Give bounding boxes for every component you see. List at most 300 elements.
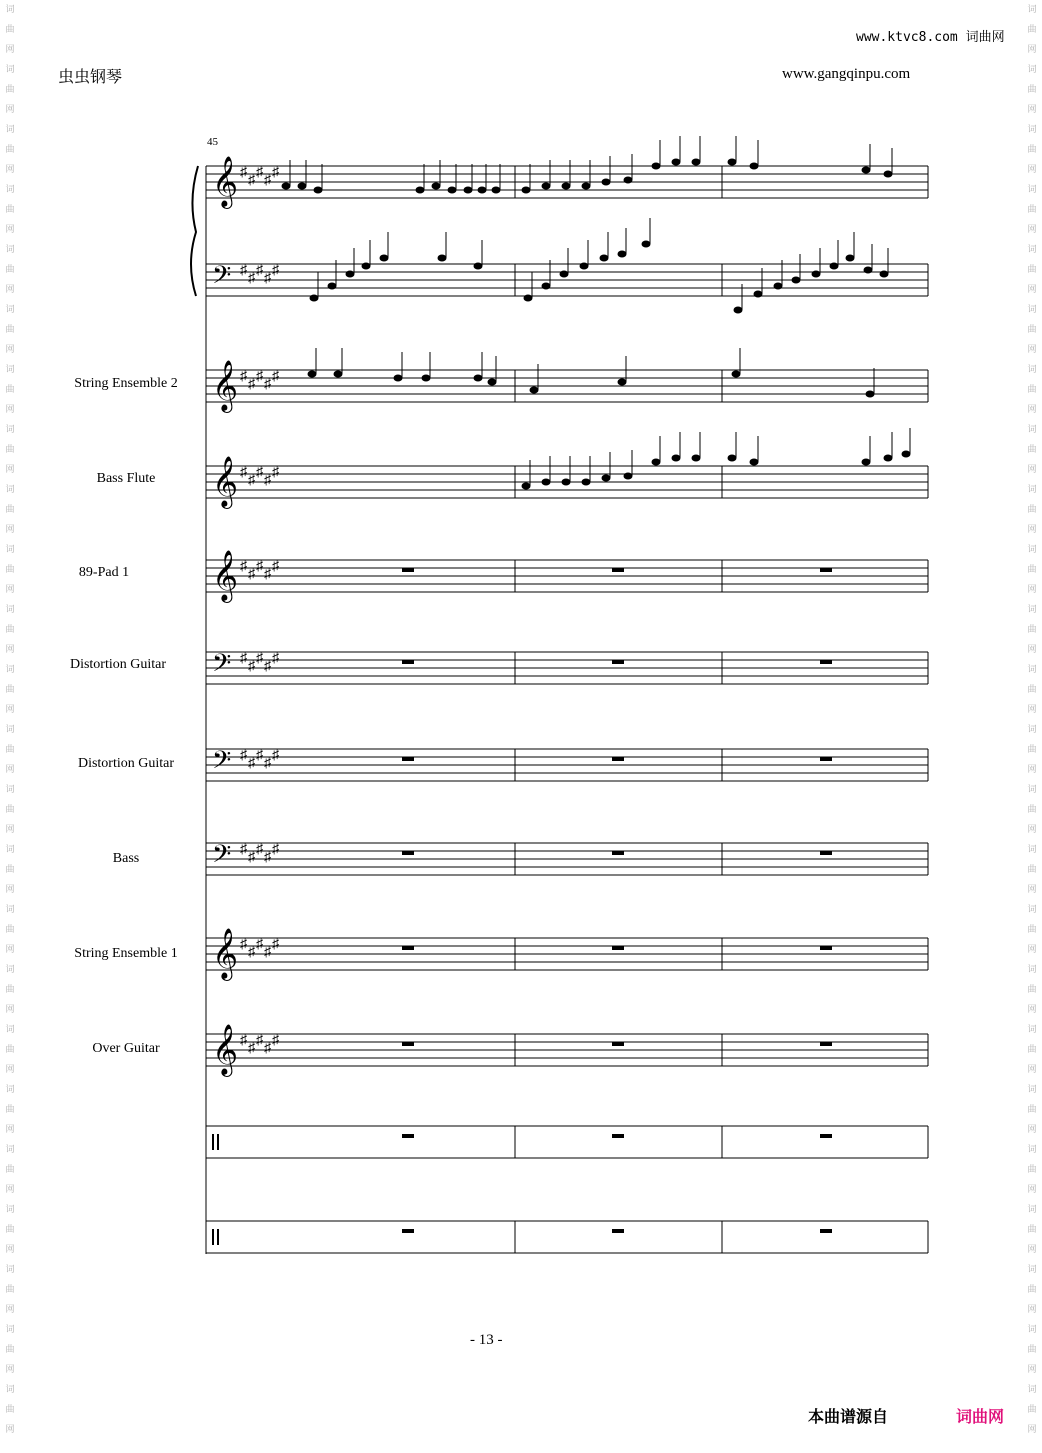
watermark-glyph: 曲: [1027, 625, 1037, 635]
measure-number: 45: [207, 136, 218, 148]
whole-rest: [820, 1042, 832, 1046]
watermark-glyph: 词: [1027, 1025, 1037, 1035]
watermark-glyph: 词: [1027, 245, 1037, 255]
note: [902, 428, 911, 458]
note: [692, 432, 701, 462]
watermark-glyph: 网: [5, 1365, 15, 1375]
watermark-glyph: 网: [5, 1065, 15, 1075]
watermark-glyph: 词: [5, 845, 15, 855]
watermark-glyph: 曲: [1027, 685, 1037, 695]
note: [560, 248, 569, 278]
watermark-glyph: 网: [1027, 705, 1037, 715]
watermark-glyph: 曲: [5, 1045, 15, 1055]
watermark-glyph: 网: [5, 1125, 15, 1135]
watermark-glyph: 词: [5, 1145, 15, 1155]
watermark-glyph: 曲: [1027, 925, 1037, 935]
sharp-sign: ♯: [264, 659, 271, 674]
instrument-label-string-ensemble-2: String Ensemble 2: [74, 376, 178, 391]
sharp-sign: ♯: [248, 271, 255, 286]
sharp-sign: ♯: [240, 369, 247, 384]
note: [862, 144, 871, 174]
whole-rest: [612, 851, 624, 855]
sharp-sign: ♯: [272, 842, 279, 857]
note: [448, 164, 457, 194]
watermark-glyph: 曲: [5, 25, 15, 35]
watermark-glyph: 词: [1027, 1145, 1037, 1155]
watermark-glyph: 词: [5, 1325, 15, 1335]
watermark-glyph: 网: [5, 105, 15, 115]
staff: [206, 156, 928, 209]
sharp-sign: ♯: [248, 1041, 255, 1056]
watermark-glyph: 曲: [5, 85, 15, 95]
footer-source-brand: 词曲网: [956, 1407, 1005, 1426]
watermark-glyph: 词: [1027, 1385, 1037, 1395]
note: [416, 164, 425, 194]
watermark-glyph: 网: [5, 765, 15, 775]
watermark-glyph: 词: [5, 365, 15, 375]
note: [652, 140, 661, 170]
watermark-glyph: 曲: [1027, 745, 1037, 755]
note: [380, 232, 389, 262]
watermark-glyph: 词: [5, 125, 15, 135]
watermark-glyph: 词: [5, 1265, 15, 1275]
watermark-glyph: 网: [1027, 1005, 1037, 1015]
watermark-glyph: 网: [1027, 1425, 1037, 1435]
sharp-sign: ♯: [272, 651, 279, 666]
watermark-glyph: 曲: [5, 1345, 15, 1355]
watermark-glyph: 曲: [5, 445, 15, 455]
note: [582, 160, 591, 190]
watermark-glyph: 词: [1027, 425, 1037, 435]
treble-clef: 𝄞: [212, 550, 239, 601]
watermark-glyph: 曲: [5, 385, 15, 395]
sharp-sign: ♯: [240, 165, 247, 180]
sharp-sign: ♯: [248, 473, 255, 488]
watermark-glyph: 网: [5, 645, 15, 655]
sharp-sign: ♯: [264, 567, 271, 582]
watermark-glyph: 网: [5, 225, 15, 235]
watermark-glyph: 词: [5, 485, 15, 495]
note: [542, 160, 551, 190]
watermark-glyph: 词: [5, 965, 15, 975]
sharp-sign: ♯: [240, 1033, 247, 1048]
sharp-sign: ♯: [264, 945, 271, 960]
note: [334, 348, 343, 378]
percussion-staff: [206, 1221, 928, 1253]
percussion-staff: [206, 1126, 928, 1158]
instrument-label-bass: Bass: [112, 851, 140, 866]
watermark-glyph: 曲: [5, 985, 15, 995]
note: [474, 352, 483, 382]
watermark-glyph: 词: [5, 65, 15, 75]
note: [672, 136, 681, 166]
watermark-glyph: 网: [1027, 765, 1037, 775]
watermark-glyph: 网: [1027, 1305, 1037, 1315]
note: [282, 160, 291, 190]
note: [580, 240, 589, 270]
sharp-sign: ♯: [248, 173, 255, 188]
watermark-glyph: 曲: [1027, 1285, 1037, 1295]
note: [438, 232, 447, 262]
watermark-glyph: 曲: [5, 565, 15, 575]
watermark-glyph: 词: [5, 1025, 15, 1035]
watermark-glyph: 曲: [5, 805, 15, 815]
watermark-glyph: 网: [1027, 825, 1037, 835]
watermark-glyph: 词: [1027, 605, 1037, 615]
sharp-sign: ♯: [272, 263, 279, 278]
whole-rest: [820, 660, 832, 664]
note: [600, 232, 609, 262]
whole-rest: [612, 1134, 624, 1138]
whole-rest: [402, 1134, 414, 1138]
whole-rest: [612, 660, 624, 664]
whole-rest: [612, 568, 624, 572]
note: [866, 368, 875, 398]
note: [750, 140, 759, 170]
watermark-glyph: 词: [1027, 1325, 1037, 1335]
brand-text: 虫虫钢琴: [58, 67, 123, 86]
watermark-glyph: 曲: [5, 505, 15, 515]
watermark-glyph: 曲: [1027, 1165, 1037, 1175]
note: [732, 348, 741, 378]
note: [602, 452, 611, 482]
whole-rest: [612, 946, 624, 950]
sharp-sign: ♯: [256, 369, 263, 384]
note: [728, 136, 737, 166]
watermark-glyph: 词: [1027, 1205, 1037, 1215]
whole-rest: [820, 568, 832, 572]
watermark-glyph: 曲: [1027, 265, 1037, 275]
note: [522, 460, 531, 490]
sharp-sign: ♯: [264, 271, 271, 286]
watermark-glyph: 曲: [1027, 1045, 1037, 1055]
watermark-glyph: 曲: [5, 865, 15, 875]
sharp-sign: ♯: [272, 559, 279, 574]
watermark-glyph: 网: [1027, 45, 1037, 55]
watermark-glyph: 词: [1027, 5, 1037, 15]
note: [830, 240, 839, 270]
watermark-glyph: 词: [1027, 545, 1037, 555]
staff: [206, 746, 928, 781]
watermark-glyph: 词: [1027, 65, 1037, 75]
sharp-sign: ♯: [272, 748, 279, 763]
watermark-glyph: 网: [1027, 285, 1037, 295]
sharp-sign: ♯: [240, 842, 247, 857]
instrument-label-string-ensemble-1: String Ensemble 1: [74, 946, 178, 961]
watermark-glyph: 网: [5, 1245, 15, 1255]
watermark-glyph: 曲: [1027, 145, 1037, 155]
note: [298, 160, 307, 190]
note: [750, 436, 759, 466]
watermark-glyph: 曲: [5, 925, 15, 935]
watermark-glyph: 网: [1027, 525, 1037, 535]
watermark-glyph: 曲: [5, 1225, 15, 1235]
note: [884, 432, 893, 462]
watermark-glyph: 曲: [5, 1165, 15, 1175]
watermark-glyph: 曲: [1027, 205, 1037, 215]
sharp-sign: ♯: [240, 748, 247, 763]
watermark-glyph: 网: [5, 1005, 15, 1015]
sharp-sign: ♯: [264, 173, 271, 188]
note: [624, 154, 633, 184]
whole-rest: [820, 757, 832, 761]
instrument-label-distortion-guitar-2: Distortion Guitar: [77, 756, 175, 771]
watermark-glyph: 词: [1027, 365, 1037, 375]
note: [652, 436, 661, 466]
watermark-glyph: 曲: [1027, 1405, 1037, 1415]
watermark-glyph: 词: [5, 785, 15, 795]
instrument-label-pad: 89-Pad 1: [78, 565, 130, 580]
instrument-label-bass-flute: Bass Flute: [96, 471, 156, 486]
watermark-glyph: 词: [1027, 305, 1037, 315]
watermark-glyph: 词: [5, 905, 15, 915]
whole-rest: [402, 568, 414, 572]
watermark-glyph: 网: [5, 885, 15, 895]
note: [310, 272, 319, 302]
watermark-glyph: 网: [5, 165, 15, 175]
sharp-sign: ♯: [248, 659, 255, 674]
sharp-sign: ♯: [248, 567, 255, 582]
watermark-glyph: 网: [1027, 105, 1037, 115]
note: [672, 432, 681, 462]
note: [864, 244, 873, 274]
treble-clef: 𝄞: [212, 360, 239, 411]
note: [862, 436, 871, 466]
watermark-glyph: 网: [5, 585, 15, 595]
watermark-glyph: 曲: [1027, 325, 1037, 335]
note: [524, 272, 533, 302]
treble-clef: 𝄞: [212, 456, 239, 507]
sharp-sign: ♯: [256, 465, 263, 480]
whole-rest: [402, 851, 414, 855]
watermark-glyph: 曲: [5, 145, 15, 155]
watermark-glyph: 曲: [1027, 1345, 1037, 1355]
watermark-glyph: 曲: [5, 1105, 15, 1115]
watermark-glyph: 网: [1027, 165, 1037, 175]
note: [884, 148, 893, 178]
whole-rest: [612, 757, 624, 761]
note: [308, 348, 317, 378]
watermark-glyph: 词: [1027, 485, 1037, 495]
watermark-glyph: 网: [1027, 1365, 1037, 1375]
watermark-glyph: 词: [1027, 965, 1037, 975]
note: [618, 228, 627, 258]
treble-clef: 𝄞: [212, 928, 239, 979]
note: [728, 432, 737, 462]
whole-rest: [612, 1229, 624, 1233]
watermark-glyph: 曲: [1027, 985, 1037, 995]
watermark-glyph: 词: [5, 605, 15, 615]
sharp-sign: ♯: [240, 651, 247, 666]
watermark-glyph: 词: [1027, 785, 1037, 795]
watermark-glyph: 曲: [1027, 85, 1037, 95]
sharp-sign: ♯: [240, 559, 247, 574]
sharp-sign: ♯: [248, 377, 255, 392]
watermark-glyph: 词: [1027, 665, 1037, 675]
watermark-glyph: 曲: [1027, 25, 1037, 35]
watermark-glyph: 网: [5, 345, 15, 355]
note: [582, 456, 591, 486]
note: [492, 164, 501, 194]
watermark-glyph: 曲: [1027, 505, 1037, 515]
watermark-glyph: 词: [5, 425, 15, 435]
note: [422, 352, 431, 382]
watermark-glyph: 曲: [5, 325, 15, 335]
note: [812, 248, 821, 278]
staff: [206, 649, 928, 684]
note: [314, 164, 323, 194]
watermark-glyph: 网: [1027, 465, 1037, 475]
watermark-glyph: 曲: [5, 265, 15, 275]
sharp-sign: ♯: [264, 1041, 271, 1056]
watermark-glyph: 曲: [1027, 865, 1037, 875]
note: [474, 240, 483, 270]
watermark-glyph: 网: [5, 285, 15, 295]
watermark-glyph: 词: [1027, 1085, 1037, 1095]
footer-source-label: 本曲谱源自: [808, 1407, 889, 1426]
watermark-glyph: 曲: [1027, 805, 1037, 815]
sharp-sign: ♯: [272, 465, 279, 480]
whole-rest: [820, 946, 832, 950]
sharp-sign: ♯: [264, 377, 271, 392]
watermark-glyph: 网: [1027, 345, 1037, 355]
watermark-glyph: 网: [1027, 645, 1037, 655]
staff: [206, 928, 928, 981]
sharp-sign: ♯: [264, 473, 271, 488]
watermark-glyph: 网: [1027, 885, 1037, 895]
watermark-glyph: 网: [1027, 405, 1037, 415]
watermark-glyph: 网: [5, 45, 15, 55]
staff: [206, 1024, 928, 1077]
watermark-glyph: 词: [1027, 905, 1037, 915]
whole-rest: [402, 946, 414, 950]
whole-rest: [820, 1134, 832, 1138]
sharp-sign: ♯: [240, 465, 247, 480]
whole-rest: [612, 1042, 624, 1046]
watermark-glyph: 词: [1027, 845, 1037, 855]
sharp-sign: ♯: [256, 651, 263, 666]
page-number: - 13 -: [470, 1332, 503, 1348]
watermark-glyph: 词: [5, 725, 15, 735]
staff: [206, 360, 928, 413]
note: [522, 164, 531, 194]
watermark-glyph: 曲: [5, 1285, 15, 1295]
note: [846, 232, 855, 262]
staff: [206, 550, 928, 603]
sharp-sign: ♯: [248, 850, 255, 865]
note: [602, 156, 611, 186]
watermark-glyph: 词: [1027, 185, 1037, 195]
note: [692, 136, 701, 166]
sharp-sign: ♯: [256, 842, 263, 857]
note: [346, 248, 355, 278]
bass-clef: 𝄢: [212, 840, 232, 875]
note: [478, 164, 487, 194]
sharp-sign: ♯: [256, 165, 263, 180]
watermark-glyph: 曲: [1027, 385, 1037, 395]
watermark-glyph: 网: [5, 1425, 15, 1435]
watermark-glyph: 曲: [1027, 445, 1037, 455]
sharp-sign: ♯: [256, 559, 263, 574]
watermark-glyph: 网: [1027, 1065, 1037, 1075]
top-right-site-text: www.ktvc8.com 词曲网: [856, 30, 1005, 45]
watermark-glyph: 网: [1027, 1185, 1037, 1195]
sharp-sign: ♯: [248, 945, 255, 960]
sharp-sign: ♯: [256, 1033, 263, 1048]
watermark-glyph: 曲: [1027, 565, 1037, 575]
watermark-glyph: 词: [1027, 1265, 1037, 1275]
watermark-glyph: 词: [5, 5, 15, 15]
watermark-glyph: 网: [5, 825, 15, 835]
watermark-glyph: 词: [5, 1205, 15, 1215]
watermark-glyph: 网: [5, 705, 15, 715]
watermark-glyph: 词: [5, 1085, 15, 1095]
bass-clef: 𝄢: [212, 746, 232, 781]
piano-brace: [191, 166, 198, 296]
watermark-glyph: 曲: [5, 205, 15, 215]
watermark-glyph: 网: [1027, 945, 1037, 955]
sharp-sign: ♯: [240, 263, 247, 278]
treble-clef: 𝄞: [212, 1024, 239, 1075]
watermark-glyph: 网: [5, 525, 15, 535]
site-url: www.gangqinpu.com: [782, 66, 911, 82]
watermark-glyph: 网: [1027, 225, 1037, 235]
sharp-sign: ♯: [256, 748, 263, 763]
sharp-sign: ♯: [272, 937, 279, 952]
sharp-sign: ♯: [256, 263, 263, 278]
watermark-glyph: 曲: [5, 685, 15, 695]
watermark-glyph: 曲: [1027, 1105, 1037, 1115]
bass-clef: 𝄢: [212, 649, 232, 684]
sharp-sign: ♯: [264, 756, 271, 771]
whole-rest: [820, 851, 832, 855]
staff: [206, 840, 928, 875]
sharp-sign: ♯: [256, 937, 263, 952]
note: [464, 164, 473, 194]
whole-rest: [402, 1042, 414, 1046]
note: [362, 240, 371, 270]
note: [618, 356, 627, 386]
note: [488, 356, 497, 386]
watermark-glyph: 网: [1027, 1245, 1037, 1255]
watermark-glyph: 网: [5, 945, 15, 955]
note: [880, 248, 889, 278]
watermark-glyph: 网: [5, 1305, 15, 1315]
watermark-glyph: 网: [5, 465, 15, 475]
note: [432, 160, 441, 190]
whole-rest: [402, 1229, 414, 1233]
whole-rest: [820, 1229, 832, 1233]
watermark-glyph: 曲: [5, 1405, 15, 1415]
watermark-glyph: 词: [1027, 725, 1037, 735]
whole-rest: [402, 660, 414, 664]
sharp-sign: ♯: [272, 1033, 279, 1048]
sharp-sign: ♯: [240, 937, 247, 952]
note: [542, 456, 551, 486]
watermark-glyph: 词: [1027, 125, 1037, 135]
watermark-glyph: 词: [5, 245, 15, 255]
watermark-glyph: 词: [5, 1385, 15, 1395]
sharp-sign: ♯: [248, 756, 255, 771]
note: [642, 218, 651, 248]
note: [624, 450, 633, 480]
watermark-glyph: 曲: [5, 625, 15, 635]
note: [530, 364, 539, 394]
watermark-glyph: 词: [5, 665, 15, 675]
watermark-glyph: 曲: [1027, 1225, 1037, 1235]
watermark-glyph: 词: [5, 545, 15, 555]
watermark-glyph: 词: [5, 305, 15, 315]
